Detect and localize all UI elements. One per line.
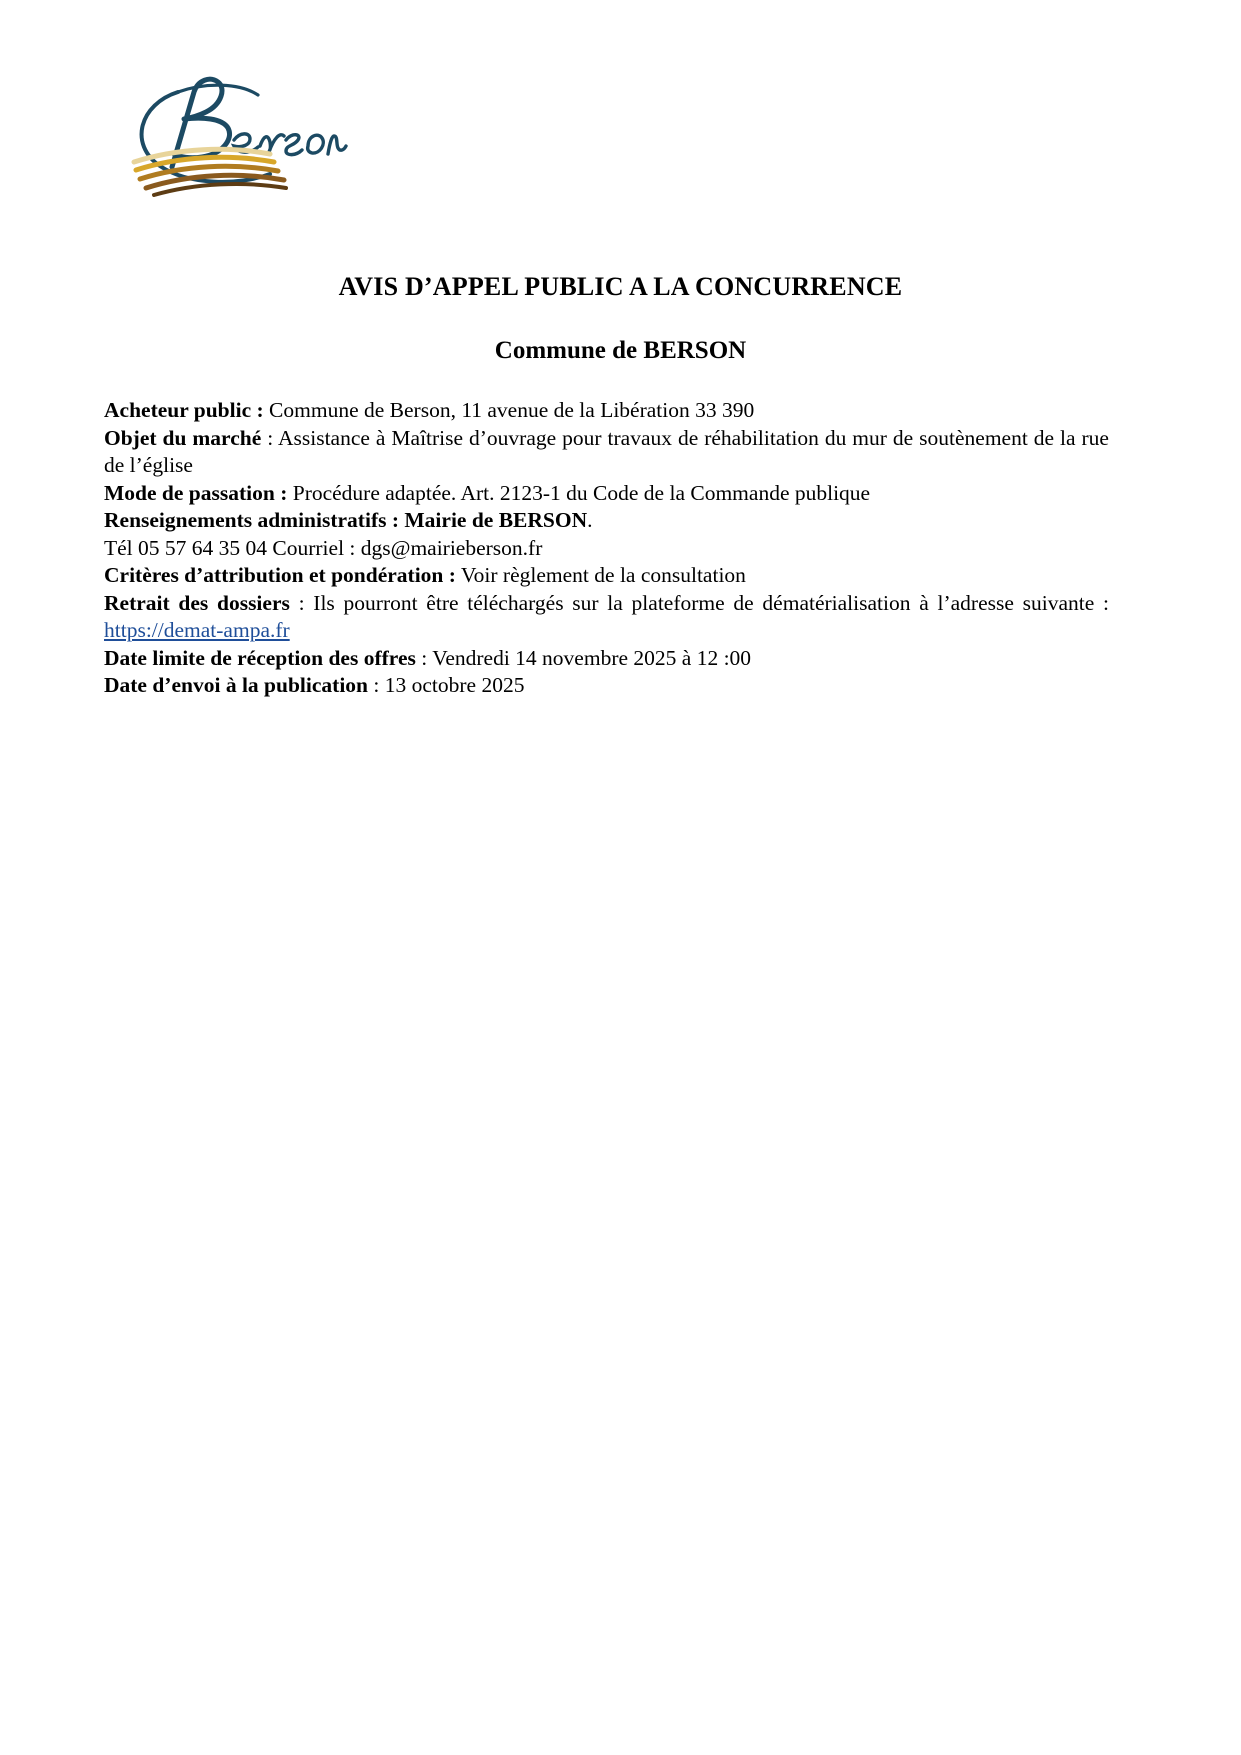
value-retrait-des-dossiers: : Ils pourront être téléchargés sur la plateforme de dématérialisation à l’adresse suivante :	[289, 590, 1109, 615]
page-subtitle: Commune de BERSON	[494, 337, 747, 364]
label-retrait-des-dossiers: Retrait des dossiers	[104, 590, 290, 615]
value-date-limite-offres: : Vendredi 14 novembre 2025 à 12 :00	[415, 645, 752, 670]
page-title: AVIS D’APPEL PUBLIC A LA CONCURRENCE	[338, 272, 903, 301]
line-date-limite-offres	[104, 645, 1109, 673]
line-date-envoi-publication	[104, 672, 1109, 700]
label-renseignements-administratifs: Renseignements administratifs : Mairie de BERSON	[104, 508, 588, 532]
value-criteres-attribution: Voir règlement de la consultation	[455, 563, 746, 587]
berson-logo	[118, 62, 348, 197]
document-body	[104, 397, 1109, 700]
label-objet-du-marche: Objet du marché	[104, 425, 262, 450]
demat-ampa-link[interactable]: https://demat-ampa.fr	[104, 618, 290, 642]
label-criteres-attribution: Critères d’attribution et pondération :	[104, 563, 456, 587]
line-mode-de-passation	[104, 480, 1109, 508]
label-mode-de-passation: Mode de passation :	[104, 480, 288, 505]
value-contact: Tél 05 57 64 35 04 Courriel : dgs@mairieberson.fr	[104, 535, 543, 560]
line-acheteur-public	[104, 397, 1109, 425]
label-acheteur-public: Acheteur public :	[104, 398, 264, 422]
label-date-envoi-publication: Date d’envoi à la publication	[104, 673, 368, 697]
value-mode-de-passation: Procédure adaptée. Art. 2123-1 du Code de la Commande publique	[287, 480, 871, 505]
line-criteres-attribution	[104, 562, 1109, 590]
value-objet-du-marche: : Assistance à Maîtrise d’ouvrage pour travaux de réhabilitation du mur de soutènement de la rue de l’église	[104, 425, 1109, 477]
line-objet-du-marche	[104, 425, 1109, 480]
line-renseignements-administratifs	[104, 507, 1109, 535]
value-date-envoi-publication: : 13 octobre 2025	[368, 673, 525, 697]
label-date-limite-offres: Date limite de réception des offres	[104, 645, 416, 670]
value-acheteur-public: Commune de Berson, 11 avenue de la Libération 33 390	[263, 398, 755, 422]
value-renseignements-administratifs: .	[587, 508, 593, 532]
line-contact	[104, 535, 1109, 563]
berson-logo-icon	[118, 62, 348, 197]
line-retrait-des-dossiers	[104, 590, 1109, 645]
